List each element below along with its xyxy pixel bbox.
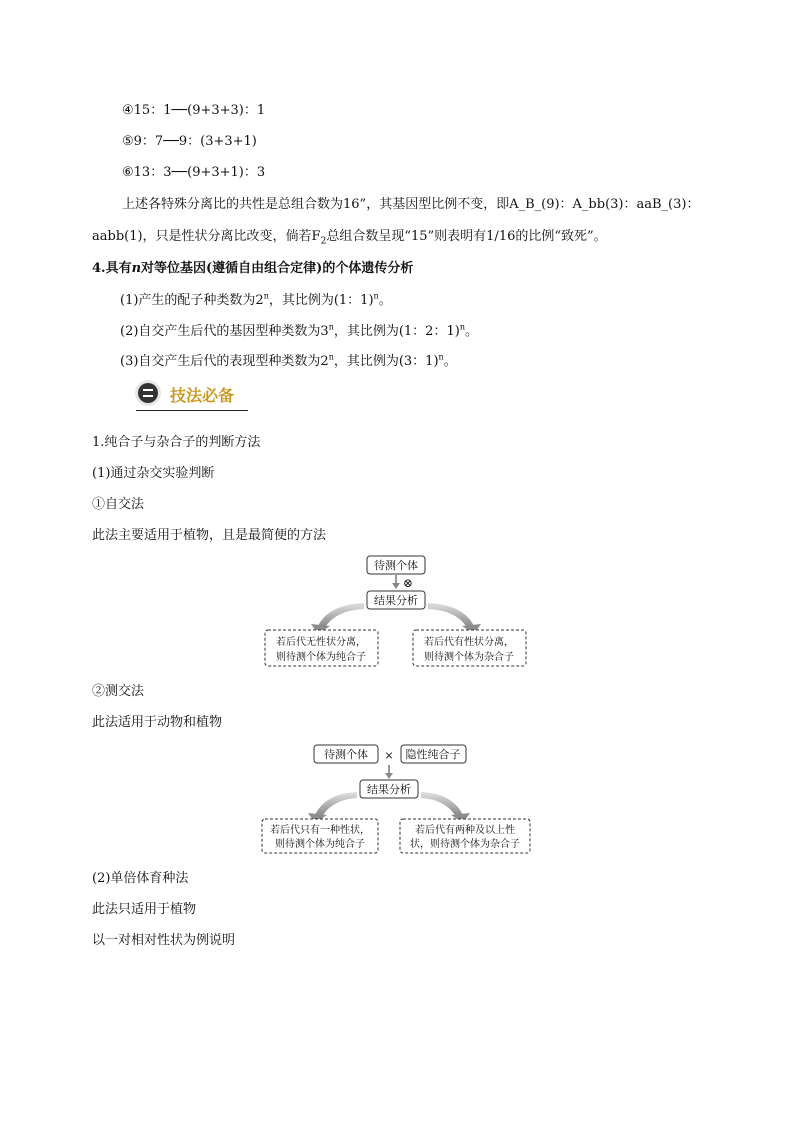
- section4-item-2: (2)自交产生后代的基因型种类数为3$^n$，其比例为(1：2：1)$^n$。: [120, 322, 478, 339]
- d1-left-curved-arrow: [318, 603, 364, 626]
- methods-title: 1.纯合子与杂合子的判断方法: [92, 435, 261, 450]
- d1-right-curved-arrow: [428, 603, 474, 626]
- d1-result-label: 结果分析: [374, 594, 418, 607]
- d1-right-result-line1: 若后代有性状分离，: [424, 637, 514, 648]
- section-heading-text: 技法必备: [170, 386, 235, 405]
- d2-right-curved-arrow: [421, 792, 463, 815]
- section4-heading: 4.具有n对等位基因(遵循自由组合定律)的个体遗传分析: [92, 261, 414, 276]
- d2-right-result-line1: 若后代有两种及以上性: [415, 825, 515, 836]
- d1-self-symbol: ⊗: [402, 576, 414, 590]
- paragraph-line-1: 上述各特殊分离比的共性是总组合数为16”，其基因型比例不变，即A_B_(9)：A_bb(3)：aaB_(3)：: [122, 197, 700, 212]
- methods-example: 以一对相对性状为例说明: [92, 933, 236, 948]
- ratio-line-6: ⑥13：3──(9+3+1)：3: [122, 165, 266, 180]
- methods-sub2: (2)单倍体育种法: [92, 871, 189, 886]
- methods-sub2-desc: 此法只适用于植物: [92, 902, 197, 917]
- d2-left-curved-arrow: [315, 792, 357, 815]
- section4-item-1: (1)产生的配子种类数为2$^n$，其比例为(1：1)$^n$。: [120, 291, 392, 308]
- paragraph-line-2: aabb(1)，只是性状分离比改变，倘若$F_2$总组合数呈现“15”则表明有1/16的比例“致死”。: [92, 229, 607, 247]
- method-testcross-title: ②测交法: [92, 684, 145, 699]
- method-selfing-desc: 此法主要适用于植物，且是最简便的方法: [92, 528, 327, 543]
- methods-sub1: (1)通过杂交实验判断: [92, 466, 215, 481]
- d2-test-individual-label: 待测个体: [324, 748, 368, 761]
- d2-recessive-label: 隐性纯合子: [405, 748, 461, 761]
- ratio-line-5: ⑤9：7──9：(3+3+1): [122, 134, 257, 149]
- method-selfing-title: ①自交法: [92, 497, 145, 512]
- ratio-line-4: ④15：1──(9+3+3)：1: [122, 103, 266, 118]
- d1-left-result-line1: 若后代无性状分离，: [276, 637, 366, 648]
- section4-item-3: (3)自交产生后代的表现型种类数为2$^n$，其比例为(3：1)$^n$。: [120, 352, 457, 369]
- diagram-testcross: [262, 745, 530, 853]
- d1-right-result-line2: 则待测个体为杂合子: [424, 652, 514, 663]
- d2-cross-symbol: ×: [384, 749, 394, 762]
- diagram-selfing: [265, 556, 526, 666]
- d1-test-individual-label: 待测个体: [374, 559, 418, 572]
- d2-result-label: 结果分析: [367, 783, 411, 796]
- d2-right-result-line2: 状，则待测个体为杂合子: [410, 839, 520, 850]
- d2-left-result-line1: 若后代只有一种性状，: [270, 825, 370, 836]
- method-testcross-desc: 此法适用于动物和植物: [92, 715, 223, 730]
- d2-down-arrow-head: [385, 773, 393, 779]
- d2-left-result-line2: 则待测个体为纯合子: [275, 839, 365, 850]
- d1-down-arrow-head: [392, 583, 400, 589]
- d1-left-result-line2: 则待测个体为纯合子: [276, 652, 366, 663]
